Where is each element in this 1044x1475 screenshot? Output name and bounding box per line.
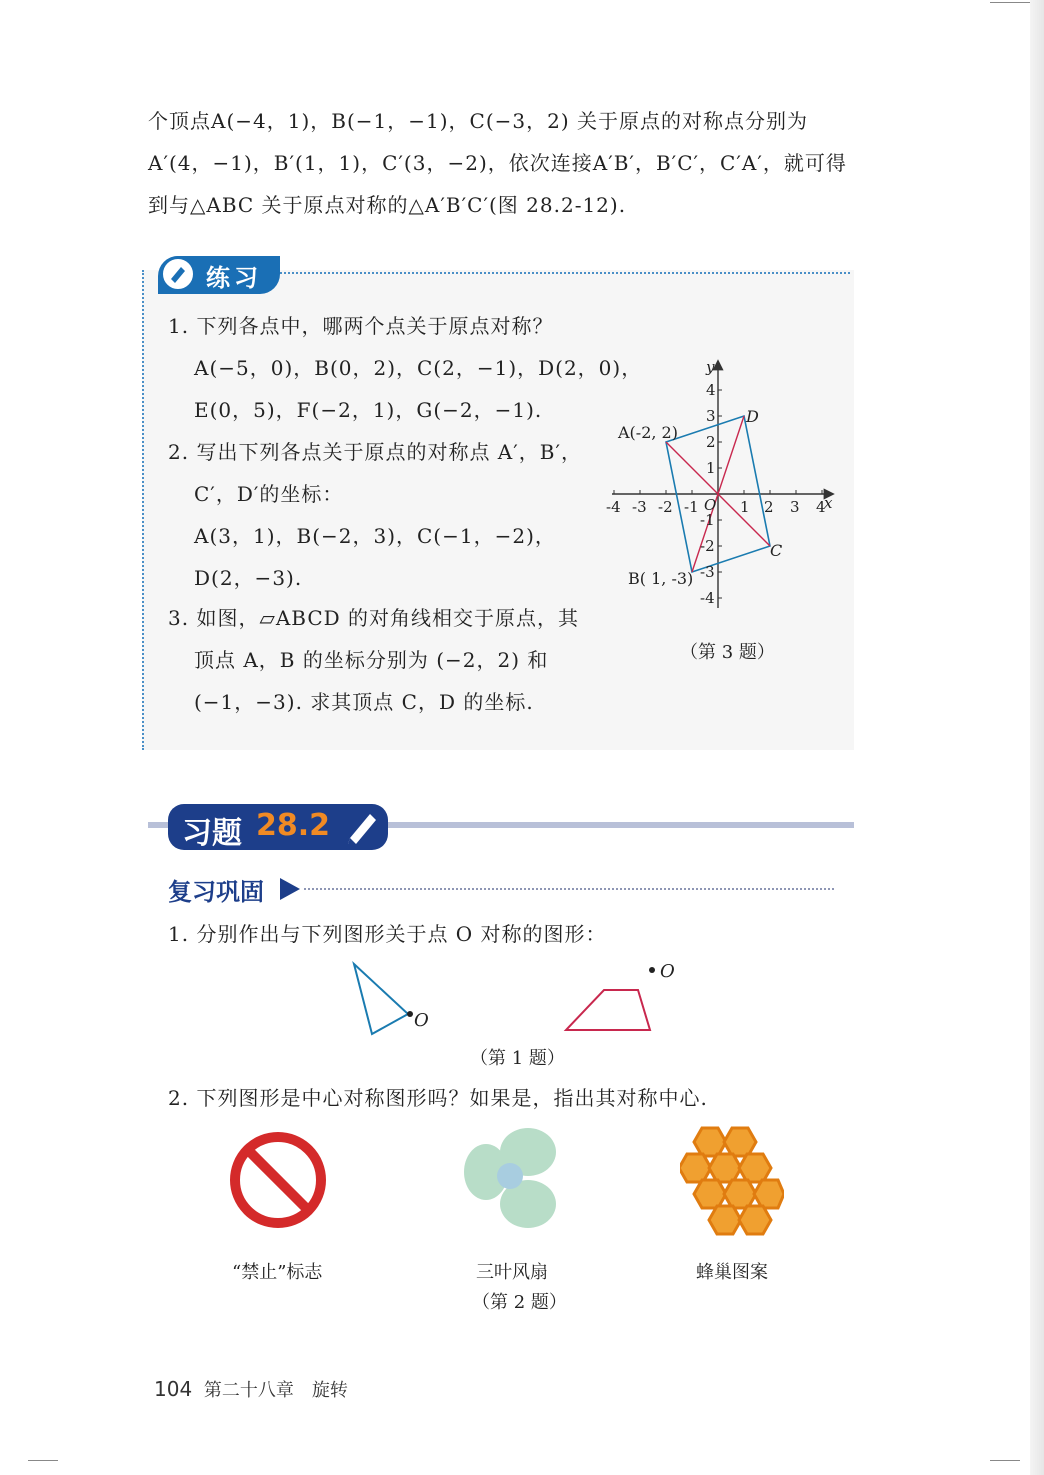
practice-q2-points: D(2，−3).: [194, 566, 303, 590]
graph-caption: （第 3 题）: [680, 642, 775, 663]
practice-q1-points: E(0，5)，F(−2，1)，G(−2，−1).: [194, 398, 543, 422]
section-divider: [304, 888, 834, 890]
exercise-title: 习题: [182, 816, 242, 851]
point-d-label: D: [746, 407, 759, 426]
point-b-label: B( 1, -3): [628, 569, 694, 588]
honeycomb-label: 蜂巢图案: [696, 1262, 768, 1283]
q2-caption: （第 2 题）: [472, 1292, 567, 1313]
q1-caption: （第 1 题）: [470, 1048, 565, 1069]
practice-q3: 3. 如图，▱ABCD 的对角线相交于原点，其: [168, 606, 580, 630]
parallelogram-graph: [600, 352, 850, 652]
practice-label: 练习: [206, 264, 262, 292]
x-tick: 3: [790, 498, 800, 516]
practice-divider: [280, 272, 850, 274]
x-tick: -1: [684, 498, 699, 516]
triangle-figure: [340, 950, 440, 1046]
point-a-label: A(-2, 2): [618, 423, 678, 442]
trapezoid-figure: [560, 958, 680, 1038]
exercise-number: 28.2: [256, 808, 331, 843]
x-tick: -4: [606, 498, 621, 516]
y-tick: 4: [706, 381, 716, 399]
practice-q3: 顶点 A，B 的坐标分别为 (−2，2) 和: [194, 648, 549, 672]
practice-q1-points: A(−5，0)，B(0，2)，C(2，−1)，D(2，0)，: [194, 356, 643, 380]
y-tick: -2: [700, 537, 715, 555]
practice-q2-points: A(3，1)，B(−2，3)，C(−1，−2)，: [194, 524, 556, 548]
crop-mark: [990, 2, 1030, 3]
chapter-title: 第二十八章 旋转: [203, 1380, 348, 1401]
practice-pen-icon: [160, 256, 196, 292]
prohibition-sign-label: “禁止”标志: [232, 1262, 323, 1283]
prohibition-sign-icon: [228, 1126, 328, 1236]
point-c-label: C: [770, 541, 783, 560]
x-tick: -2: [658, 498, 673, 516]
y-tick: 3: [706, 407, 716, 425]
intro-line: 个顶点A(−4，1)，B(−1，−1)，C(−3，2) 关于原点的对称点分别为: [148, 109, 808, 133]
x-tick: 1: [740, 498, 750, 516]
practice-q1: 1. 下列各点中，哪两个点关于原点对称？: [168, 314, 554, 338]
point-o-label: O: [414, 1010, 429, 1031]
exercise-q1: 1. 分别作出与下列图形关于点 O 对称的图形：: [168, 922, 607, 946]
x-tick: 2: [764, 498, 774, 516]
point-o-label: O: [660, 961, 675, 982]
page-number: 104: [154, 1377, 193, 1401]
origin-label: O: [704, 496, 717, 514]
x-axis-label: x: [824, 494, 833, 512]
x-tick: -3: [632, 498, 647, 516]
y-tick: -1: [700, 511, 715, 529]
page-footer: [154, 1376, 348, 1402]
page-edge: [1030, 0, 1044, 1475]
y-tick: 1: [706, 459, 716, 477]
crop-mark: [28, 1460, 58, 1461]
honeycomb-icon: [680, 1124, 784, 1236]
crop-mark: [990, 1460, 1020, 1461]
x-tick: 4: [816, 498, 826, 516]
practice-q3: (−1，−3). 求其顶点 C，D 的坐标.: [194, 690, 534, 714]
practice-q2: C′，D′的坐标：: [194, 482, 344, 506]
section-heading: 复习巩固: [168, 878, 264, 906]
fan-icon: [458, 1122, 568, 1232]
exercise-q2: 2. 下列图形是中心对称图形吗？如果是，指出其对称中心.: [168, 1086, 708, 1110]
intro-paragraph: [148, 100, 868, 226]
arrow-icon: [280, 878, 300, 900]
y-axis-label: y: [706, 358, 715, 376]
intro-line: 到与△ABC 关于原点对称的△A′B′C′(图 28.2-12).: [148, 193, 627, 217]
practice-q2: 2. 写出下列各点关于原点的对称点 A′，B′，: [168, 440, 583, 464]
y-tick: -4: [700, 589, 715, 607]
fan-label: 三叶风扇: [476, 1262, 548, 1283]
y-tick: 2: [706, 433, 716, 451]
intro-line: A′(4，−1)，B′(1，1)，C′(3，−2)，依次连接A′B′，B′C′，C′A′，就可得: [148, 151, 847, 175]
pencil-icon: [342, 806, 382, 846]
y-tick: -3: [700, 563, 715, 581]
